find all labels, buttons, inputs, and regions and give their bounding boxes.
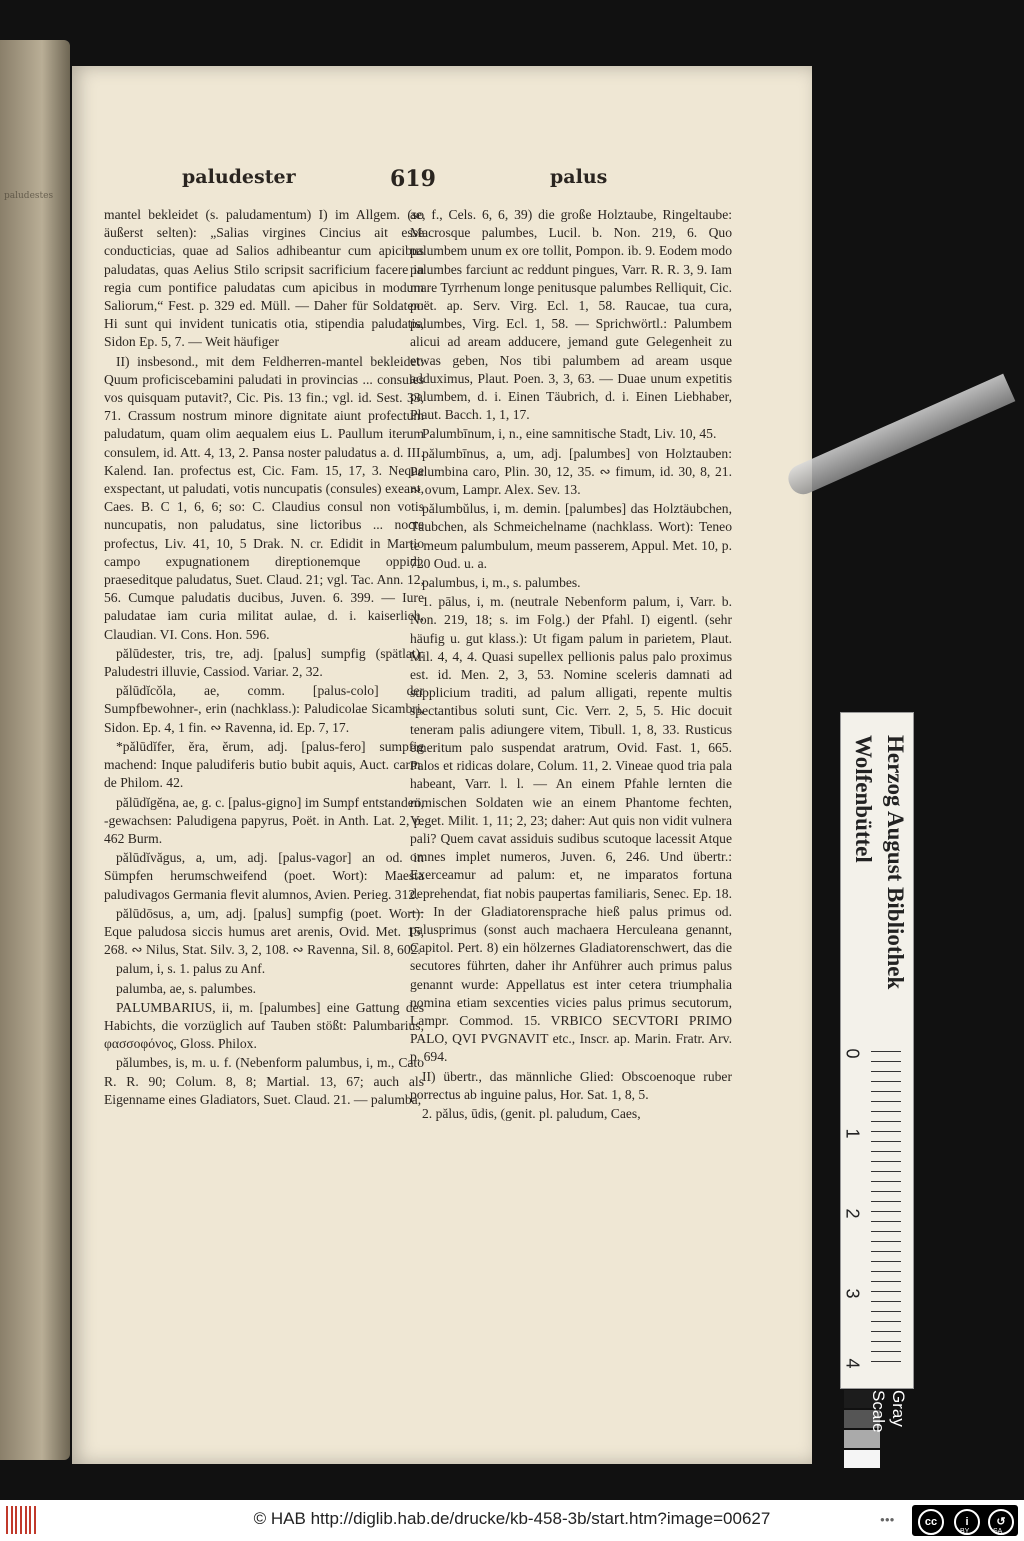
ruler-numbers bbox=[842, 1043, 867, 1373]
page-number: 619 bbox=[390, 166, 436, 192]
entry: pălūdĭvăgus, a, um, adj. [palus-vagor] an od. in Sümpfen herumschweifend (poet. Wort): Maesta paludivagos Germania flevit alumnos, Avien. Perieg. 312. bbox=[104, 850, 424, 902]
gray-swatch bbox=[844, 1430, 880, 1448]
entry: palumba, ae, s. palumbes. bbox=[116, 980, 257, 996]
ruler-number: 4 bbox=[842, 1358, 863, 1369]
entry: 1. pālus, i, m. (neutrale Nebenform palum, i, Varr. b. Non. 219, 18; s. im Folg.) der Pfahl. I) eigentl. (sehr häufig u. gut klass.): Ut figam palum in parietem, Plaut. Mil. 4, 4, 4. Quasi supellex pellionis palus palo proximus est. id. Men. 2, 3, 53. Nomine sceleris damnati ad supplicium traditi, ad palum alligati, repente multis spectantibus soluti sunt, Cic. Verr. 2, 5, 5. Hic docuit teneram palis adiungere vitem, Tibull. 1, 8, 33. Rusticus emeritum palo suspendat aratrum, Ovid. Fast. 1, 665. Palos et ridicas dolare, Colum. 11, 2. Vineae quod tria pala habeant, Varr. l. l. — An einem Pfahle lernten die römischen Soldaten wie an einem Phantome fechten, Veget. Milit. 1, 11; 2, 23; daher: Aut quis non vidit vulnera pali? Quem cavat assiduis sudibus scutoque lacessit Atque omnes implet numeros, Juven. 6, 246. Und übertr.: Exerceamur ad palum: et, ne imparatos fortuna deprehendat, fiat nobis paupertas familiaris, Senec. Ep. 18. — In der Gladiatorensprache hieß palus primus od. palusprimus (sonst auch machaera Herculeana genannt, Capitol. Pert. 8) ein hölzernes Gladiatorenschwert, das die secutores führten, daher ihr Anführer auch primus palus genannt wurde: Appellatus est inter cetera triumphalia nomina etiam sexcenties vicies palus primus secutorum, Lampr. Commod. 15. VRBICO SECVTORI PRIMO PALO, QVI PVGNAVIT etc., Inscr. ap. Marin. Fratr. Arv. p. 694. bbox=[410, 594, 732, 1065]
entry: palumbus, i, m., s. palumbes. bbox=[422, 575, 581, 591]
entry: pălūdĭgĕna, ae, g. c. [palus-gigno] im Sumpf entstanden, -gewachsen: Paludigena papyrus, Poët. in Anth. Lat. 2, p. 462 Burm. bbox=[104, 794, 424, 846]
ruler-number: 3 bbox=[842, 1288, 863, 1299]
entry: mantel bekleidet (s. paludamentum) I) im Allgem. (so äußerst selten): „Salias virgines Cincius ait esse conducticias, quae ad Salios adhibeantur cum apicibus paludatas, quas Aelius Stilo scripsit sacrificium facere in regia cum pontifice paludatas cum apicibus in modum Saliorum,“ Fest. p. 329 ed. Müll. — Daher für Soldaten: Hi sunt qui invident tunicatis otia, stipendia paludatis, Sidon Ep. 5, 7. — Weit häufiger bbox=[104, 207, 424, 350]
ruler-ticks bbox=[871, 1051, 901, 1371]
library-name: Herzog August Bibliothek Wolfenbüttel bbox=[851, 735, 908, 990]
dictionary-page bbox=[72, 66, 812, 1464]
entry: pălūdōsus, a, um, adj. [palus] sumpfig (poet. Wort): Eque paludosa siccis humus aret arenis, Ovid. Met. 15, 268. ∾ Nilus, Stat. Silv. 3, 2, 108. ∾ Ravenna, Sil. 8, 602. bbox=[104, 905, 424, 958]
entry: 2. pălus, ūdis, (genit. pl. paludum, Caes, bbox=[422, 1105, 641, 1121]
ruler-number: 1 bbox=[842, 1128, 863, 1139]
cc-icon: cc bbox=[918, 1509, 944, 1535]
entry: II) insbesond., mit dem Feldherren-mantel bekleidet: Quum proficiscebamini paludati in provincias ... consules vos quisquam putavit?, Cic. Pis. 13 fin.; vgl. id. Sest. 33, 71. Crassum nostrum minore dignitate aiunt profectum paludatum, quam olim aequalem eius L. Paullum iterum consulem, id. Att. 4, 13, 2. Pansa noster paludatus a. d. III. Kalend. Ian. profectus est, Cic. Fam. 15, 17, 3. Neque exspectant, ut paludati, votis nuncupatis (consules) exeant, Caes. B. C 1, 6, 6; so: C. Claudius consul non votis nuncupatis, non paludatus, sine lictoribus ... nocte profectus, Liv. 41, 10, 5 Drak. N. cr. Edidit in Martio campo expugnationem direptionemque oppidi, praeseditque paludatus, Suet. Claud. 21; vgl. Tac. Ann. 12, 56. Cumque paludatis ducibus, Juven. 6. 399. — Iure paludatae iam curia militat aulae, d. i. kaiserlich, Claudian. VI. Cons. Hon. 596. bbox=[104, 353, 424, 642]
gray-swatch bbox=[844, 1450, 880, 1468]
creative-commons-badge[interactable] bbox=[912, 1505, 1018, 1536]
entry: palum, i, s. 1. palus zu Anf. bbox=[116, 961, 266, 977]
copyright-url[interactable]: © HAB http://diglib.hab.de/drucke/kb-458-3b/start.htm?image=00627 bbox=[253, 1509, 771, 1528]
right-column bbox=[410, 206, 732, 1124]
header-right-lemma: palus bbox=[550, 166, 608, 188]
page-header bbox=[72, 166, 812, 200]
header-left-lemma: paludester bbox=[182, 166, 296, 188]
footer-dots: ●●● bbox=[880, 1515, 895, 1524]
facing-page-edge bbox=[0, 40, 70, 1460]
entry: *pălūdĭfer, ĕra, ĕrum, adj. [palus-fero] sumpfig machend: Inque paludiferis butio bubit aquis, Auct. carm. de Philom. 42. bbox=[104, 738, 424, 791]
entry: PALUMBARIUS, ii, m. [palumbes] eine Gattung des Habichts, die vorzüglich auf Tauben stößt: Palumbarius, φασσοφόνος, Gloss. Philox. bbox=[104, 999, 424, 1052]
entry: pălumbŭlus, i, m. demin. [palumbes] das Holztäubchen, Täubchen, als Schmeichelname (nachklass. Wort): Teneo te meum palumbulum, meum passerem, Appul. Met. 10, p. 720 Oud. u. a. bbox=[410, 501, 732, 571]
entry: pălumbes, is, m. u. f. (Nebenform palumbus, i, m., Cato R. R. 90; Colum. 8, 8; Martial. 13, 67; auch als Eigenname eines Gladiators, Suet. Claud. 21. — palumba, bbox=[104, 1055, 424, 1107]
license-sa-label: SA bbox=[993, 1528, 1003, 1535]
gray-scale-label: Gray Scale bbox=[869, 1390, 908, 1433]
left-column bbox=[104, 206, 424, 1110]
share-alike-icon: ↺ bbox=[988, 1509, 1014, 1535]
ruler-number: 2 bbox=[842, 1208, 863, 1219]
viewer-footer bbox=[0, 1500, 1024, 1541]
page-holder-pointer bbox=[784, 374, 1015, 499]
entry: pălūdĭcŏla, ae, comm. [palus-colo] der Sumpfbewohner-, erin (nachklass.): Paludicolae Sicambri, Sidon. Ep. 4, 1 fin. ∾ Ravenna, id. Ep. 7, 17. bbox=[104, 683, 424, 735]
entry: pălūdester, tris, tre, adj. [palus] sumpfig (spätlat): Paludestri illuvie, Cassiod. Variar. 2, 32. bbox=[104, 645, 424, 680]
ruler-number: 0 bbox=[842, 1048, 863, 1059]
entry: ae, f., Cels. 6, 6, 39) die große Holztaube, Ringeltaube: Macrosque palumbes, Lucil. b. Non. 219, 6. Quo palumbem unum ex ore tollit, Pompon. ib. 9. Eodem modo palumbes farciunt ac reddunt pingues, Varr. R. R. 3, 9. Iam mare Tyrrhenum longe penitusque palumbes Relliquit, Cic. poët. ap. Serv. Virg. Ecl. 1, 58. Raucae, tua cura, palumbes, Virg. Ecl. 1, 58. — Sprichwörtl.: Palumbem alicui ad aream adducere, jemand gute Gelegenheit zu etwas geben, Nos tibi palumbem ad aream usque adduximus, Plaut. Poen. 3, 3, 63. — Duae unum expetitis palumbem, d. i. Einen Täubrich, d. i. Einen Liebhaber, Plaut. Bacch. 1, 1, 17. bbox=[410, 207, 732, 423]
entry: II) übertr., das männliche Glied: Obscoenoque ruber porrectus ab inguine palus, Hor. Sat. 1, 8, 5. bbox=[410, 1068, 732, 1102]
attribution-icon: i bbox=[954, 1509, 980, 1535]
entry: pălumbīnus, a, um, adj. [palumbes] von Holztauben: Palumbina caro, Plin. 30, 12, 35. ∾ fimum, id. 30, 8, 21. ∾ ovum, Lampr. Alex. Sev. 13. bbox=[410, 445, 732, 498]
entry: Palumbīnum, i, n., eine samnitische Stadt, Liv. 10, 45. bbox=[422, 426, 717, 442]
library-scale-ruler bbox=[840, 712, 914, 1389]
facing-page-ghost-text: paludestes bbox=[4, 191, 54, 201]
license-by-label: BY bbox=[960, 1528, 970, 1535]
gray-scale-card bbox=[840, 1390, 912, 1470]
